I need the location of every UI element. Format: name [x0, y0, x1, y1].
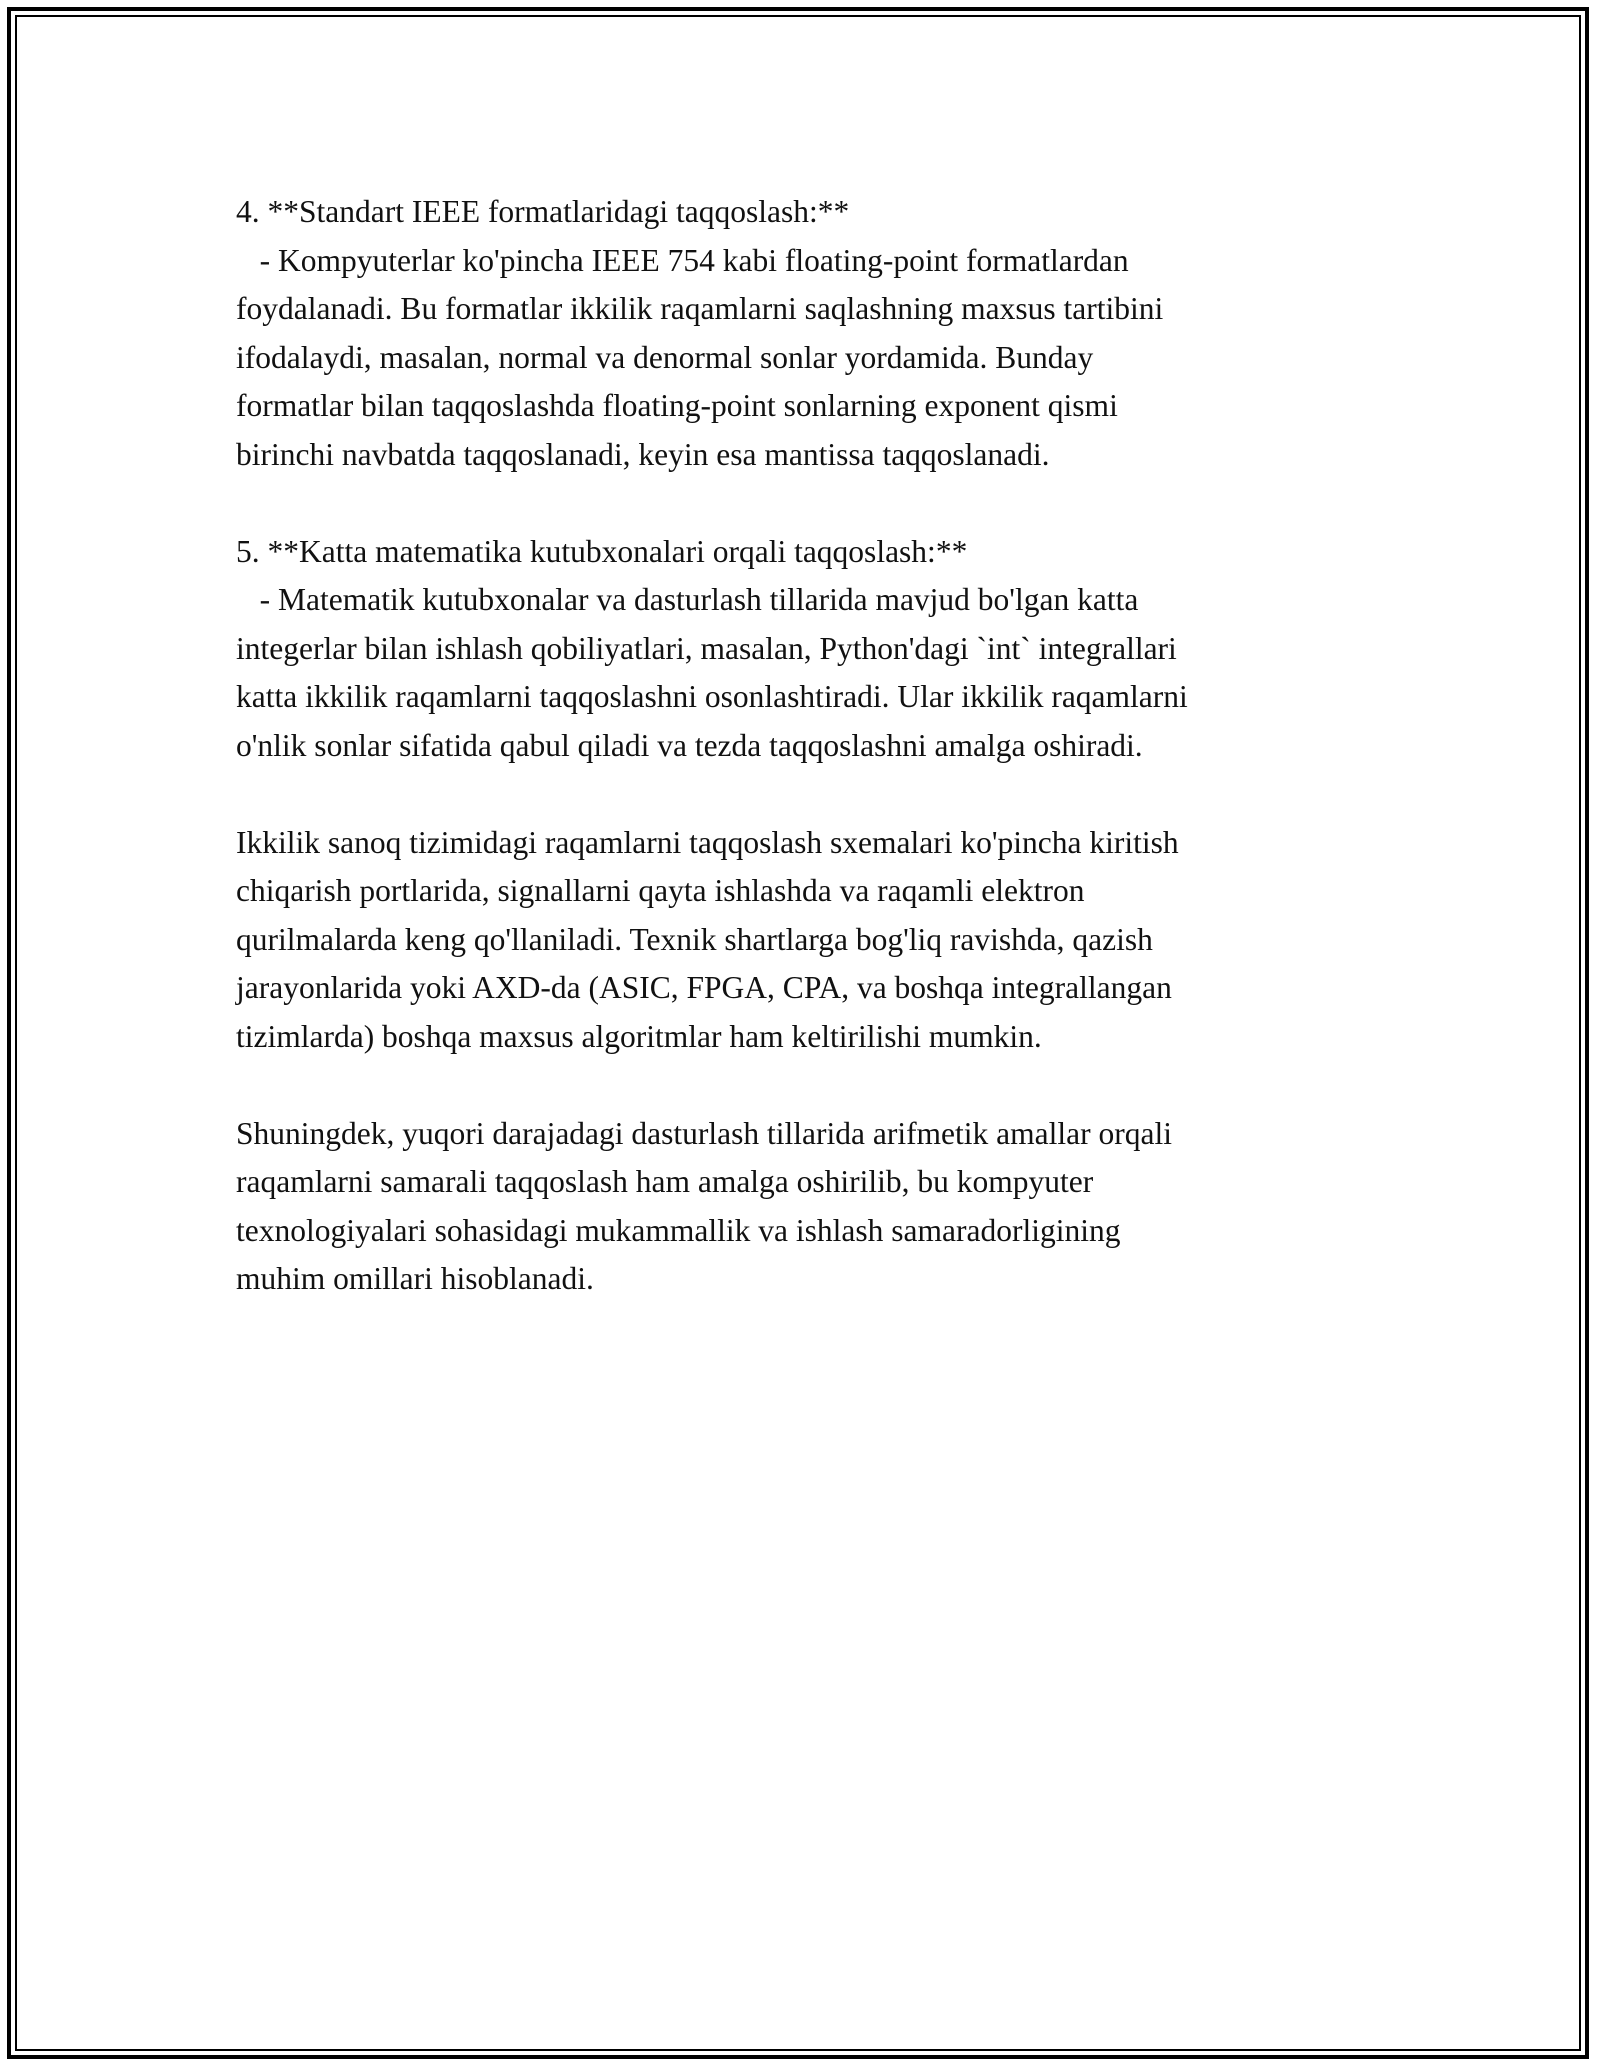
- paragraph-spacer: [236, 770, 1406, 819]
- text-line: Ikkilik sanoq tizimidagi raqamlarni taqqoslash sxemalari ko'pincha kiritish: [236, 824, 1179, 860]
- text-line: birinchi navbatda taqqoslanadi, keyin esa mantissa taqqoslanadi.: [236, 436, 1050, 472]
- item-4-heading: 4. **Standart IEEE formatlaridagi taqqoslash:**: [236, 194, 850, 229]
- text-line: chiqarish portlarida, signallarni qayta ishlashda va raqamli elektron: [236, 873, 1085, 908]
- paragraph-spacer: [236, 479, 1406, 528]
- text-line: muhim omillari hisoblanadi.: [236, 1261, 594, 1296]
- paragraph-spacer: [236, 1061, 1406, 1110]
- text-line: o'nlik sonlar sifatida qabul qiladi va tezda taqqoslashni amalga oshiradi.: [236, 727, 1143, 763]
- document-body: [236, 188, 1406, 1304]
- text-line: Shuningdek, yuqori darajadagi dasturlash tillarida arifmetik amallar orqali: [236, 1115, 1172, 1151]
- text-line: - Matematik kutubxonalar va dasturlash tillarida mavjud bo'lgan katta: [236, 582, 1139, 617]
- text-line: - Kompyuterlar ko'pincha IEEE 754 kabi floating-point formatlardan: [236, 242, 1129, 278]
- text-line: tizimlarda) boshqa maxsus algoritmlar ham keltirilishi mumkin.: [236, 1018, 1042, 1054]
- text-line: katta ikkilik raqamlarni taqqoslashni osonlashtiradi. Ular ikkilik raqamlarni: [236, 679, 1188, 714]
- paragraph-item-4: [236, 188, 1406, 479]
- text-line: ifodalaydi, masalan, normal va denormal sonlar yordamida. Bunday: [236, 339, 1094, 375]
- text-line: jarayonlarida yoki AXD-da (ASIC, FPGA, CPA, va boshqa integrallangan: [236, 970, 1172, 1005]
- paragraph-item-5: [236, 528, 1406, 771]
- text-line: formatlar bilan taqqoslashda floating-point sonlarning exponent qismi: [236, 388, 1118, 423]
- paragraph-summary: [236, 819, 1406, 1062]
- text-line: raqamlarni samarali taqqoslash ham amalga oshirilib, bu kompyuter: [236, 1164, 1094, 1199]
- item-5-heading: 5. **Katta matematika kutubxonalari orqali taqqoslash:**: [236, 533, 968, 569]
- text-line: foydalanadi. Bu formatlar ikkilik raqamlarni saqlashning maxsus tartibini: [236, 291, 1164, 326]
- text-line: integerlar bilan ishlash qobiliyatlari, masalan, Python'dagi `int` integrallari: [236, 630, 1177, 666]
- text-line: texnologiyalari sohasidagi mukammallik va ishlash samaradorligining: [236, 1212, 1121, 1248]
- paragraph-conclusion: [236, 1110, 1406, 1304]
- text-line: qurilmalarda keng qo'llaniladi. Texnik shartlarga bog'liq ravishda, qazish: [236, 921, 1153, 957]
